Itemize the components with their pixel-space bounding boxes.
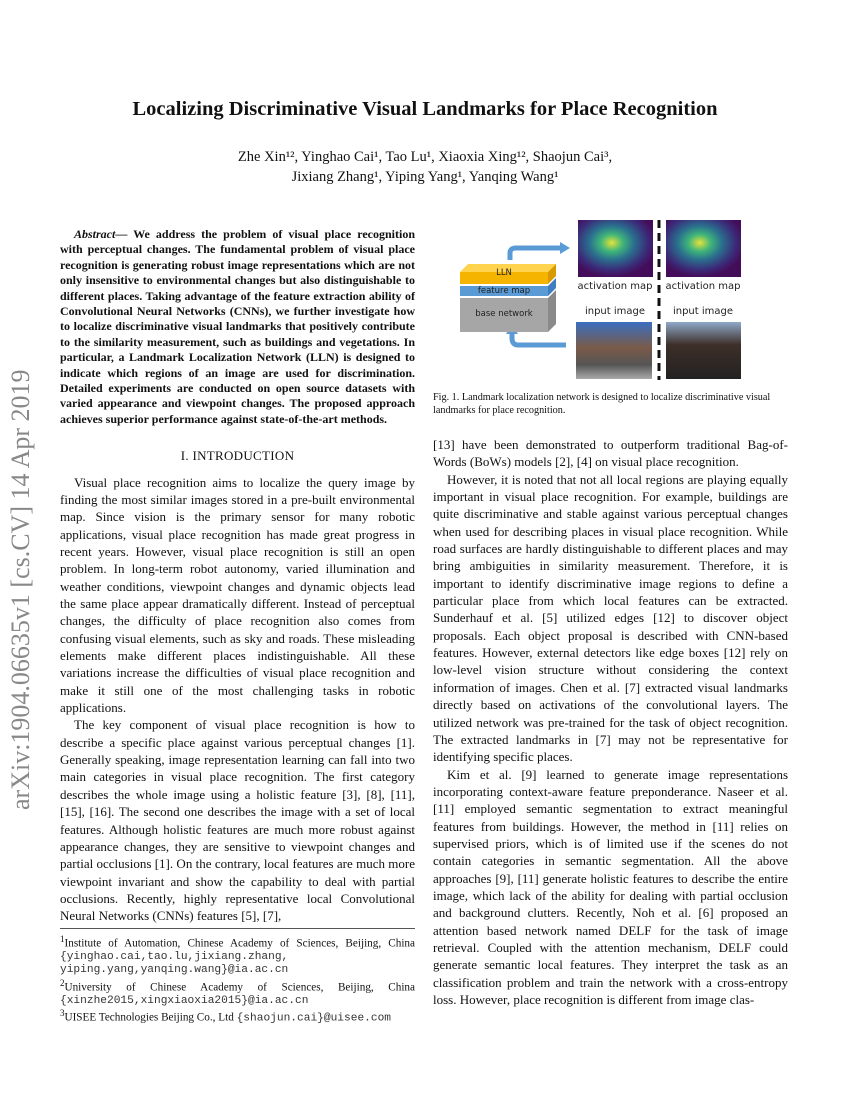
arrow-in — [512, 332, 566, 345]
authors-line-1: Zhe Xin¹², Yinghao Cai¹, Tao Lu¹, Xiaoxia Xing¹², Shaojun Cai³, — [237, 149, 613, 165]
paragraph: Kim et al. [9] learned to generate image representations incorporating context-aware feature preponderance. Naseer et al. [11] employed semantic segmentation to extract meaningful features from buildings. However, the method in [11] relies on supervised priors, which is of limited use if the scenes do not contain categories in semantic segmentation. All the above approaches [9], [11] generate holistic features to describe the entire image, which lack of the ability for dealing with partial occlusion and background clutters. Recently, Noh et al. [6] proposed an attention based network named DELF for the task of image retrieval. Coupled with the attention mechanism, DELF could generate semantic local features. They interpret the task as an classification problem and train the network with a cross-entropy loss. However, place recognition is different from image clas- — [433, 766, 788, 1007]
abstract-label: Abstract — [74, 227, 116, 241]
input-image-2 — [666, 322, 741, 379]
footnote-3: $^3$UISEE Technologies Beijing Co., Ltd {shaojun.cai}@uisee.com — [60, 1007, 392, 1025]
input-image-label-2: input image — [672, 306, 734, 317]
paragraph: The key component of visual place recognition is how to describe a specific place against various perceptual changes [1]. Generally speaking, image representation learning can fall into two main categories in visual place recognition. The first category describes the whole image using a holistic feature [3], [8], [11], [15], [16]. The second one describes the image with a set of local features. Although holistic features are much more robust against appearance changes, they are sensitive to viewpoint changes and partial occlusions [1]. On the contrary, local features are much more viewpoint invariant and show the capability to deal with partial occlusions. Recently, highly representative local Convolutional Neural Networks (CNNs) features [5], [7], — [60, 717, 415, 924]
activation-map-1 — [578, 220, 653, 277]
footnote-1: $^1$Institute of Automation, Chinese Academy of Sciences, Beijing, China {yinghao.cai,tao.lu,jixiang.zhang, yiping.yang,yanqing.wang}@ia.ac.cn — [60, 934, 415, 977]
figure-caption: Fig. 1. Landmark localization network is designed to localize discriminative visual landmarks for place recognition. — [433, 392, 771, 416]
figure-1 — [430, 210, 780, 385]
footnotes — [60, 928, 415, 1025]
input-image-label-1: input image — [584, 306, 646, 317]
authors — [0, 147, 850, 187]
figure-diagram — [430, 210, 780, 385]
activation-map-2 — [666, 220, 741, 277]
arrow-up-out — [510, 248, 560, 260]
activation-map-label-2: activation map — [665, 281, 741, 292]
feature-map-label: feature map — [477, 286, 531, 296]
right-column — [433, 436, 788, 1008]
activation-map-label-1: activation map — [577, 281, 653, 292]
lln-label: LLN — [496, 268, 512, 278]
paper-title: Localizing Discriminative Visual Landmarks for Place Recognition — [132, 98, 718, 120]
paragraph: [13] have been demonstrated to outperform traditional Bag-of-Words (BoWs) models [2], [4] on visual place recognition. — [433, 437, 788, 470]
arxiv-stamp: arXiv:1904.06635v1 [cs.CV] 14 Apr 2019 — [6, 369, 35, 810]
base-network-label: base network — [475, 309, 533, 319]
abstract-text: — We address the problem of visual place recognition with perceptual changes. The fundamental problem of visual place recognition is generating robust image representations which are not only insensitive to environmental changes but also distinguishable to different places. Taking advantage of the feature extraction ability of Convolutional Neural Networks (CNNs), we further investigate how to localize discriminative visual landmarks that positively contribute to the similarity measurement, such as buildings and vegetations. In particular, a Landmark Localization Network (LLN) is designed to indicate which regions of an image are used for discrimination. Detailed experiments are conducted on open source datasets with varied appearance and viewpoint changes. The proposed approach achieves superior performance against state-of-the-art methods. — [60, 227, 415, 426]
paragraph: However, it is noted that not all local regions are playing equally important in visual place recognition. For example, buildings are quite discriminative and stable against various perceptual changes when used for describing places in visual place recognition. While road surfaces are hardly distinguishable to different places and may bring ambiguities in similarity measurement. Therefore, it is important to identify discriminative image regions to define a particular place from which local features can be extracted. Sunderhauf et al. [5] utilized edges [12] to discover object proposals. Each object proposal is described with CNN-based features. However, external detectors like edge boxes [12] rely on low-level vision structure without considering the context information of images. Chen et al. [7] extracted visual landmarks directly based on activations of the convolutional layers. The utilized network was pre-trained for the task of object recognition. The extracted landmarks in [7] may not be representative for identifying specific places. — [433, 471, 788, 765]
input-image-1 — [576, 322, 652, 379]
section-heading: I. INTRODUCTION — [180, 448, 295, 464]
authors-line-2: Jixiang Zhang¹, Yiping Yang¹, Yanqing Wang¹ — [291, 169, 559, 185]
paragraph: Visual place recognition aims to localize the query image by finding the most similar images stored in a pre-built environmental map. Since vision is the primary sensor for many robotic applications, visual place recognition has made great progress in recent years. However, visual place recognition is still an open problem. In long-term robot autonomy, varied illumination and weather conditions, viewpoint changes and dynamic objects lead the same place appear dramatically different. Instead of perceptual changes, the difficulty of place recognition also comes from confusing visual elements, such as sky and roads. These misleading elements make different places indistinguishable. All these variations increase the difficulties of visual place recognition and make it still one of the most challenging tasks in robotic applications. — [60, 474, 415, 716]
footnote-2: $^2$University of Chinese Academy of Sciences, Beijing, China {xinzhe2015,xingxiaoxia2015}@ia.ac.cn — [60, 977, 415, 1007]
abstract — [60, 227, 415, 427]
left-column — [60, 227, 415, 925]
